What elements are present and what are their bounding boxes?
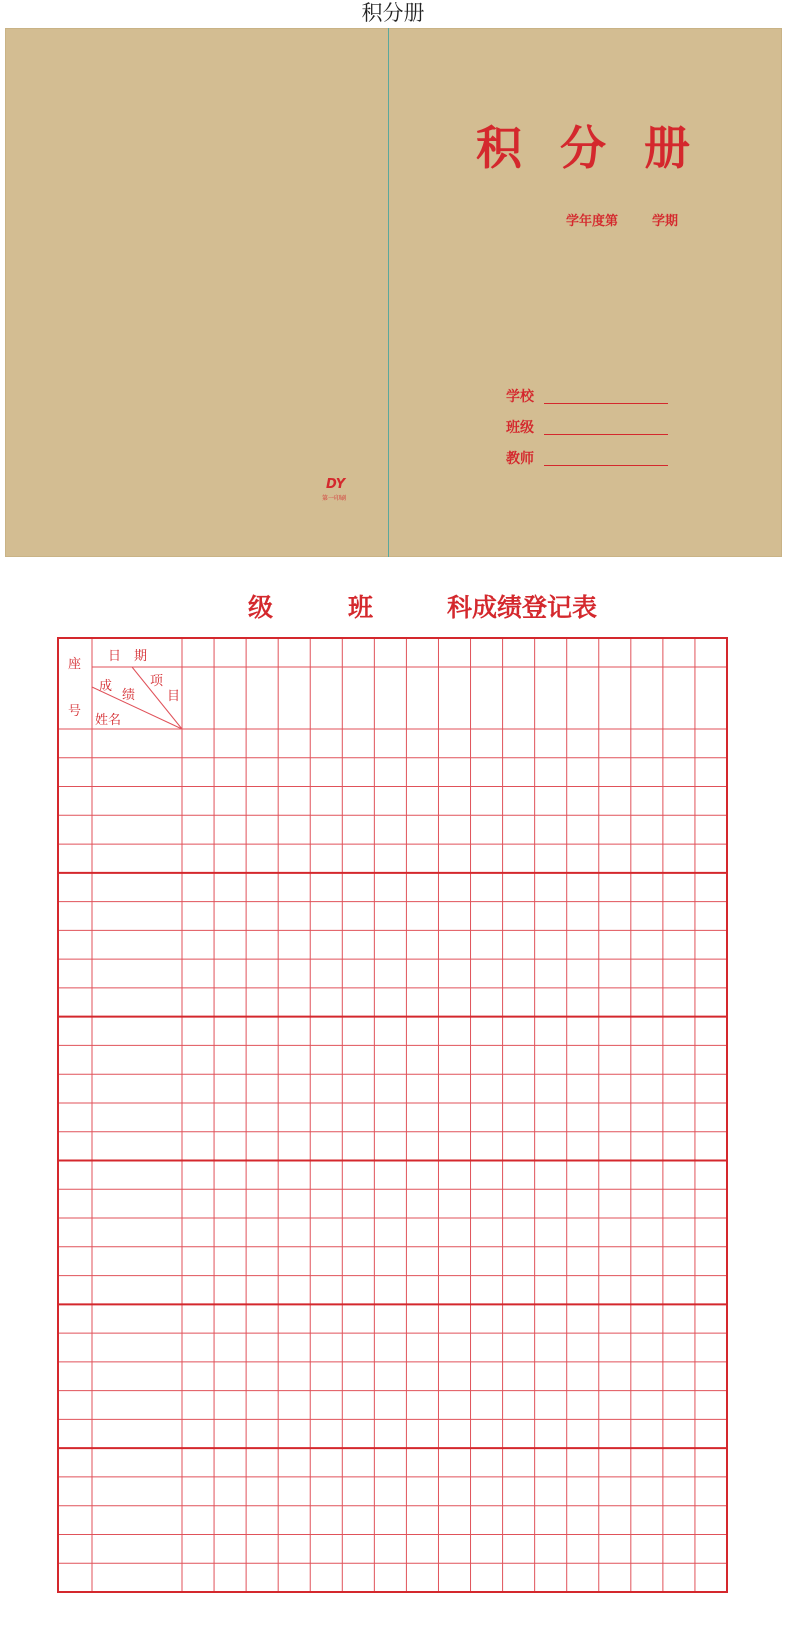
- cover-field-label: 班级: [506, 420, 534, 436]
- header-score-char: 成: [99, 679, 113, 694]
- page-title: 积分册: [361, 1, 425, 25]
- publisher-logo-text: 第一印刷: [322, 495, 347, 502]
- cover-title-char: 册: [644, 121, 690, 175]
- sheet-title-class: 班: [348, 593, 374, 622]
- cover-term-semester: 学期: [652, 214, 679, 229]
- cover-field-label: 教师: [506, 451, 534, 467]
- cover-field-label: 学校: [506, 389, 534, 405]
- sheet-title-grade: 级: [248, 593, 274, 622]
- cover-title-char: 积: [476, 121, 522, 175]
- header-name-label: 姓名: [95, 713, 122, 728]
- header-seat-char: 座: [68, 657, 82, 672]
- header-item-char: 项: [150, 674, 164, 689]
- cover-term-year: 学年度第: [566, 214, 619, 229]
- header-date-label: 日 期: [108, 649, 148, 664]
- header-score-char: 绩: [122, 688, 136, 703]
- cover-title-char: 分: [560, 121, 606, 175]
- header-item-char: 目: [167, 689, 181, 704]
- header-number-char: 号: [68, 704, 82, 719]
- sheet-title-subject: 科成绩登记表: [447, 593, 598, 622]
- publisher-logo-mark: DY: [326, 477, 346, 492]
